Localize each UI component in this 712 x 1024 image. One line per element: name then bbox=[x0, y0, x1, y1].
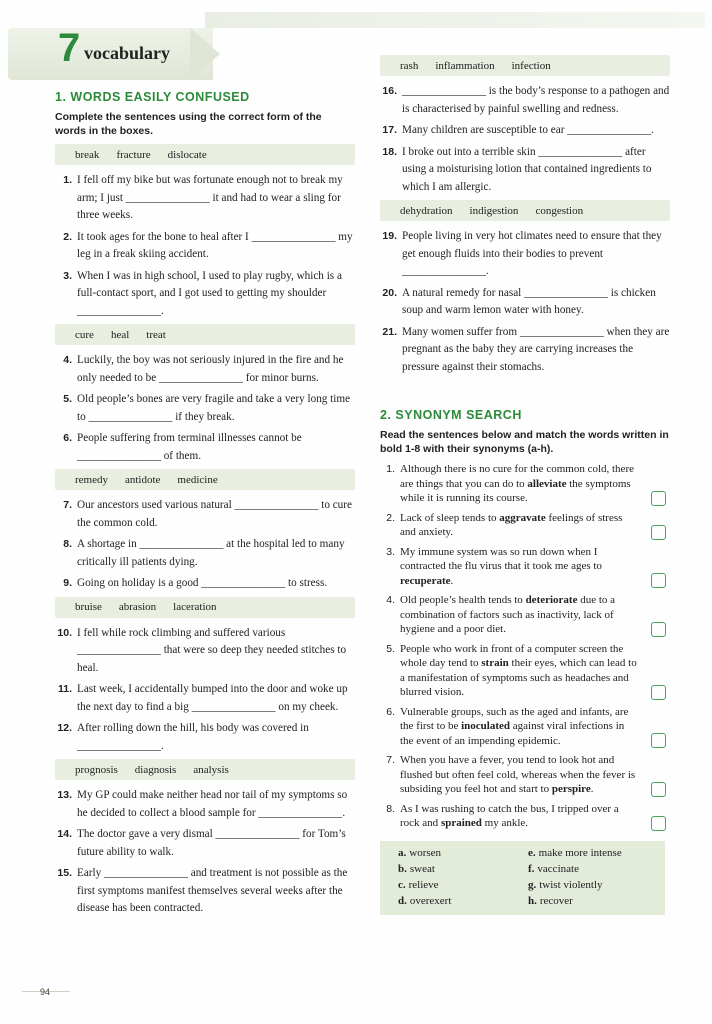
question-text[interactable]: I broke out into a terrible skin _______________ after using a moisturising lotion that contained ingredients to which I am allergic. bbox=[402, 145, 655, 193]
item-number: 4. bbox=[386, 594, 395, 606]
question-18 bbox=[380, 144, 670, 197]
box-word: bruise bbox=[75, 601, 102, 613]
synonym-item-4 bbox=[380, 593, 670, 637]
item-number: 5. bbox=[386, 642, 395, 655]
question-text[interactable]: It took ages for the bone to heal after I _______________ my leg in a freak skiing accident. bbox=[77, 230, 356, 260]
item-text-part: Old people’s health tends to bbox=[400, 594, 526, 606]
question-number: 6. bbox=[63, 432, 72, 444]
section1-title: 1. WORDS EASILY CONFUSED bbox=[55, 90, 250, 104]
box-word: diagnosis bbox=[134, 763, 177, 776]
question-text[interactable]: Many women suffer from _______________ when they are pregnant as the baby they are carrying increases the pressure against their stomachs. bbox=[402, 325, 673, 373]
option-text: relieve bbox=[408, 878, 439, 891]
box-word: dehydration bbox=[400, 204, 453, 217]
word-box-5 bbox=[55, 759, 355, 780]
item-text-part: Vulnerable groups, such as the aged and infants, are the first to be bbox=[400, 705, 629, 732]
item-text bbox=[400, 593, 640, 637]
box-word: treat bbox=[146, 328, 166, 341]
question-19 bbox=[380, 228, 670, 281]
box-word: indigestion bbox=[469, 204, 519, 217]
question-3 bbox=[55, 268, 355, 321]
question-number: 21. bbox=[382, 325, 397, 338]
answer-option bbox=[528, 846, 668, 861]
item-text-part: My immune system was so run down when I contracted the flu virus that it took me ages to bbox=[400, 545, 602, 572]
section1-instruction: Complete the sentences using the correct form of the words in the boxes. bbox=[55, 111, 322, 137]
question-9 bbox=[55, 575, 355, 593]
bold-word: sprained bbox=[440, 817, 482, 829]
bold-word: alleviate bbox=[527, 477, 567, 490]
chapter-banner-tail bbox=[190, 28, 220, 80]
question-text[interactable]: My GP could make neither head nor tail of my symptoms so he decided to collect a blood sample for _______________. bbox=[77, 789, 351, 819]
chapter-title: vocabulary bbox=[84, 43, 171, 63]
box-word: fracture bbox=[116, 148, 151, 161]
question-number: 20. bbox=[382, 286, 397, 299]
question-13 bbox=[55, 787, 355, 822]
question-text[interactable]: Early _______________ and treatment is not possible as the first symptoms manifest themselves several weeks after the disease has been contracted. bbox=[77, 867, 351, 914]
answer-checkbox[interactable] bbox=[651, 525, 666, 540]
answer-option bbox=[398, 846, 528, 861]
question-number: 10. bbox=[57, 626, 72, 639]
bold-word: strain bbox=[481, 657, 509, 669]
question-number: 4. bbox=[63, 354, 72, 366]
question-number: 2. bbox=[63, 230, 72, 243]
question-text[interactable]: Our ancestors used various natural _______________ to cure the common cold. bbox=[77, 499, 355, 529]
question-15 bbox=[55, 865, 355, 918]
question-14 bbox=[55, 826, 355, 861]
item-text bbox=[400, 462, 640, 506]
answer-option bbox=[398, 894, 528, 909]
question-number: 15. bbox=[57, 867, 72, 879]
box-word: heal bbox=[110, 328, 130, 341]
question-text[interactable]: I fell off my bike but was fortunate enough not to break my arm; I just _______________ it and had to wear a sling for three weeks. bbox=[77, 174, 346, 221]
word-box-7 bbox=[380, 200, 670, 221]
item-number: 1. bbox=[386, 463, 395, 475]
option-letter: h. bbox=[528, 894, 537, 907]
question-number: 16. bbox=[382, 85, 397, 97]
option-text: twist violently bbox=[539, 878, 603, 891]
item-text-part: due to a combination of factors such as inactivity, lack of hygiene and a poor diet. bbox=[400, 594, 616, 635]
question-number: 18. bbox=[382, 145, 397, 158]
answer-option bbox=[398, 862, 528, 877]
question-text[interactable]: A shortage in _______________ at the hospital led to many critically ill patients dying. bbox=[77, 538, 348, 568]
option-letter: g. bbox=[528, 878, 537, 891]
answer-checkbox[interactable] bbox=[651, 816, 666, 831]
item-text-part: People who work in front of a computer screen the whole day tend to bbox=[400, 642, 624, 669]
question-text[interactable]: Many children are susceptible to ear _______________. bbox=[402, 124, 654, 136]
answer-checkbox[interactable] bbox=[651, 733, 666, 748]
box-word: infection bbox=[511, 59, 551, 72]
box-word: cure bbox=[75, 328, 94, 341]
item-text-part: their eyes, which can lead to a manifestation of symptoms such as headaches and blurred vision. bbox=[400, 657, 637, 698]
chapter-number: 7 bbox=[58, 26, 81, 70]
option-letter: a. bbox=[398, 846, 407, 859]
synonym-answer-box bbox=[380, 841, 665, 915]
question-5 bbox=[55, 391, 355, 426]
item-text-part: . bbox=[590, 783, 594, 795]
item-text bbox=[400, 642, 640, 700]
question-text[interactable]: Going on holiday is a good _______________ to stress. bbox=[77, 577, 328, 589]
word-box-4 bbox=[55, 597, 355, 618]
question-number: 1. bbox=[63, 174, 72, 186]
word-box-1 bbox=[55, 144, 355, 165]
question-number: 17. bbox=[382, 124, 397, 136]
spacer bbox=[380, 380, 670, 408]
option-letter: c. bbox=[398, 878, 406, 891]
question-number: 3. bbox=[63, 269, 72, 282]
page-number: 94 bbox=[40, 987, 51, 997]
question-21 bbox=[380, 324, 673, 377]
item-number: 8. bbox=[386, 802, 395, 815]
bold-word: recuperate bbox=[400, 574, 451, 587]
synonym-item-8 bbox=[380, 802, 670, 831]
item-text-part: feelings of stress and anxiety. bbox=[400, 511, 623, 538]
synonym-item-5 bbox=[380, 642, 670, 700]
question-text[interactable]: Old people’s bones are very fragile and take a very long time to _______________ if they break. bbox=[77, 393, 353, 423]
question-text[interactable]: I fell while rock climbing and suffered various _______________ that were so deep they needed stitches to heal. bbox=[77, 626, 349, 674]
section2-title: 2. SYNONYM SEARCH bbox=[380, 408, 522, 422]
question-text[interactable]: Last week, I accidentally bumped into the door and woke up the next day to find a big _______________ on my cheek. bbox=[77, 683, 351, 713]
item-text bbox=[400, 705, 640, 749]
item-text-part: the symptoms while it is running its course. bbox=[400, 477, 631, 504]
box-word: remedy bbox=[75, 473, 108, 486]
box-word: rash bbox=[400, 59, 419, 72]
question-1 bbox=[55, 172, 355, 225]
item-text bbox=[400, 802, 640, 831]
box-word: laceration bbox=[173, 601, 217, 613]
option-text: make more intense bbox=[538, 846, 622, 859]
box-word: analysis bbox=[193, 763, 229, 776]
item-number: 7. bbox=[386, 754, 395, 766]
question-number: 8. bbox=[63, 538, 72, 550]
box-word: inflammation bbox=[435, 59, 495, 72]
option-text: vaccinate bbox=[537, 862, 579, 875]
option-text: recover bbox=[539, 894, 573, 907]
option-text: sweat bbox=[409, 862, 435, 875]
synonym-item-7 bbox=[380, 753, 670, 797]
question-number: 19. bbox=[382, 230, 397, 242]
header-strip bbox=[205, 12, 705, 28]
question-text[interactable]: The doctor gave a very dismal _______________ for Tom’s future ability to walk. bbox=[77, 828, 349, 858]
question-2 bbox=[55, 229, 355, 264]
word-box-6 bbox=[380, 55, 670, 76]
question-11 bbox=[55, 681, 355, 716]
item-text-part: As I was rushing to catch the bus, I tripped over a rock and bbox=[400, 802, 619, 829]
box-word: break bbox=[75, 148, 100, 161]
question-number: 11. bbox=[57, 683, 72, 695]
question-text[interactable]: People suffering from terminal illnesses cannot be _______________ of them. bbox=[77, 432, 305, 462]
bold-word: aggravate bbox=[499, 511, 546, 524]
answer-checkbox[interactable] bbox=[651, 685, 666, 700]
item-text-part: against viral infections in the event of an impending epidemic. bbox=[400, 720, 625, 747]
bold-word: inoculated bbox=[461, 720, 511, 732]
question-number: 14. bbox=[57, 828, 72, 840]
box-word: dislocate bbox=[167, 148, 207, 161]
answer-option bbox=[528, 894, 668, 909]
question-text[interactable]: A natural remedy for nasal _______________ is chicken soup and warm lemon water with honey. bbox=[402, 286, 659, 316]
question-text[interactable]: When I was in high school, I used to play rugby, which is a full-contact sport, and I got used to getting my shoulder _______________. bbox=[77, 269, 345, 317]
synonym-item-6 bbox=[380, 705, 670, 749]
box-word: abrasion bbox=[118, 601, 157, 613]
answer-checkbox[interactable] bbox=[651, 622, 666, 637]
option-letter: e. bbox=[528, 846, 536, 859]
question-text[interactable]: _______________ is the body’s response to a pathogen and is characterised by painful swelling and redness. bbox=[402, 85, 673, 115]
answer-checkbox[interactable] bbox=[651, 491, 666, 506]
question-12 bbox=[55, 720, 355, 755]
question-text[interactable]: Luckily, the boy was not seriously injured in the fire and he only needed to be _______________ for minor burns. bbox=[77, 354, 347, 384]
answer-option bbox=[528, 862, 668, 877]
question-number: 5. bbox=[63, 393, 72, 405]
section2-instruction: Read the sentences below and match the words written in bold 1-8 with their synonyms (a-h). bbox=[380, 429, 669, 455]
item-number: 6. bbox=[386, 705, 395, 718]
option-text: overexert bbox=[409, 894, 452, 907]
answer-checkbox[interactable] bbox=[651, 573, 666, 588]
question-16 bbox=[380, 83, 673, 118]
question-number: 9. bbox=[63, 577, 72, 589]
item-text-part: Lack of sleep tends to bbox=[400, 511, 500, 524]
answer-option bbox=[398, 878, 528, 893]
box-word: congestion bbox=[535, 204, 584, 217]
item-text-part: Although there is no cure for the common cold, there are things that you can do to bbox=[400, 463, 634, 490]
option-letter: f. bbox=[528, 862, 535, 875]
question-4 bbox=[55, 352, 355, 387]
synonym-item-2 bbox=[380, 511, 670, 540]
question-17 bbox=[380, 122, 670, 140]
question-8 bbox=[55, 536, 355, 571]
left-column bbox=[55, 90, 355, 922]
synonym-item-1 bbox=[380, 462, 670, 506]
question-text[interactable]: People living in very hot climates need to ensure that they get enough fluids into their bodies to prevent _______________. bbox=[402, 230, 665, 277]
question-number: 13. bbox=[57, 789, 72, 801]
option-letter: b. bbox=[398, 862, 407, 875]
item-text bbox=[400, 753, 640, 797]
option-letter: d. bbox=[398, 894, 407, 907]
question-10 bbox=[55, 625, 355, 678]
question-20 bbox=[380, 285, 670, 320]
item-number: 2. bbox=[386, 511, 395, 524]
option-text: worsen bbox=[409, 846, 442, 859]
right-column bbox=[380, 55, 673, 915]
item-text bbox=[400, 545, 640, 589]
item-number: 3. bbox=[386, 545, 395, 558]
question-number: 12. bbox=[57, 722, 72, 734]
question-7 bbox=[55, 497, 355, 532]
bold-word: deteriorate bbox=[525, 594, 578, 606]
bold-word: perspire bbox=[551, 783, 591, 795]
item-text-part: my ankle. bbox=[481, 817, 529, 829]
box-word: antidote bbox=[124, 473, 161, 486]
question-6 bbox=[55, 430, 355, 465]
item-text-part: . bbox=[450, 574, 454, 587]
answer-checkbox[interactable] bbox=[651, 782, 666, 797]
answer-option bbox=[528, 878, 668, 893]
item-text bbox=[400, 511, 640, 540]
question-number: 7. bbox=[63, 499, 72, 511]
box-word: medicine bbox=[177, 473, 218, 486]
synonym-item-3 bbox=[380, 545, 670, 589]
box-word: prognosis bbox=[75, 763, 118, 776]
word-box-3 bbox=[55, 469, 355, 490]
item-text-part: When you have a fever, you tend to look hot and flushed but often feel cold, whereas when the fever is subsiding you feel hot and start to bbox=[400, 754, 636, 795]
word-box-2 bbox=[55, 324, 355, 345]
question-text[interactable]: After rolling down the hill, his body was covered in _______________. bbox=[77, 722, 312, 752]
